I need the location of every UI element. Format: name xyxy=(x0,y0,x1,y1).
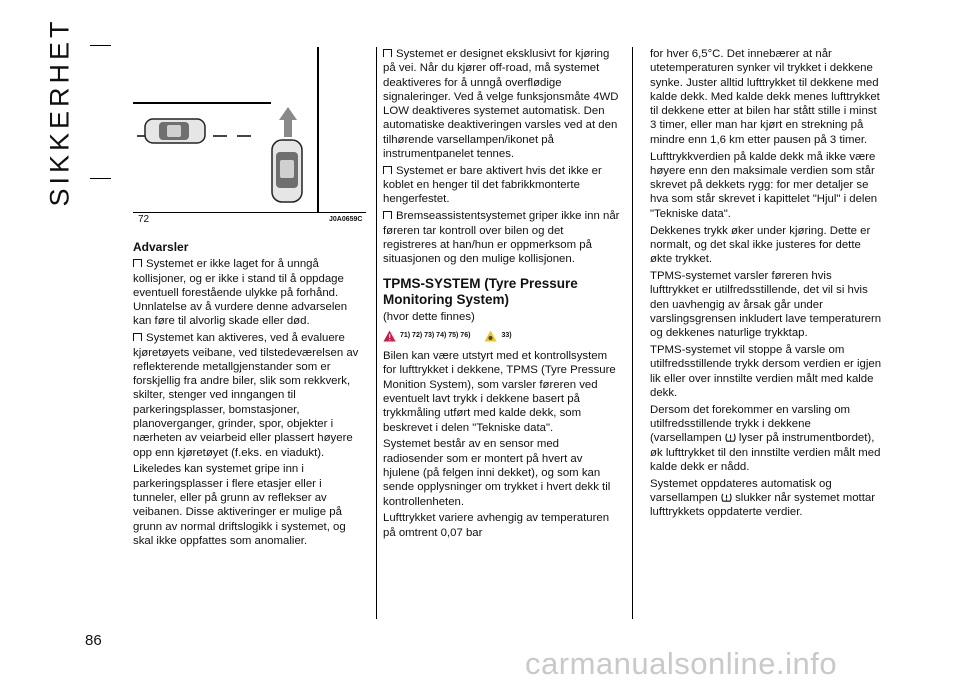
body-paragraph: Lufttrykket variere avhengig av temperaturen på omtrent 0,07 bar xyxy=(383,512,610,539)
body-paragraph: for hver 6,5°C. Det innebærer at når utetemperaturen synker vil trykket i dekkene synke. Juster alltid lufttrykket til dekkene med kalde dekk. Med kalde dekk menes lufttrykket til dekkene etter at bilen har stått stille i minst 3 timer, eller man har kjørt en strekning på mindre enn 1,6 km etter pausen på 3 timer. xyxy=(650,48,880,146)
body-paragraph: TPMS-systemet vil stoppe å varsle om utilfredsstillende trykk dersom verdien er igjen lik eller over innstilte verdien målt med kalde dekk. xyxy=(650,343,882,399)
page-number: 86 xyxy=(85,632,102,649)
warning-paragraph: Systemet er ikke laget for å unngå kollisjoner, og er ikke i stand til å oppdage eventuell forestående ulykke på forhånd. Unnlatelse av å vurdere denne advarselen kan føre til alvorlig skade eller død. xyxy=(133,258,348,328)
caret-icon xyxy=(133,333,142,341)
caret-icon xyxy=(383,211,392,219)
caution-references: 33) xyxy=(501,331,512,339)
column-divider xyxy=(632,47,633,619)
caret-icon xyxy=(383,166,392,174)
reference-icons-row xyxy=(383,329,620,343)
body-paragraph: Bremseassistentsystemet griper ikke inn når føreren tar kontroll over bilen og det registreres at han/hun er oppmerksom på situasjonen og den mulige kollisjonen. xyxy=(383,210,620,266)
parking-sensor-figure xyxy=(133,47,366,213)
body-paragraph: Systemet oppdateres automatisk og varsellampen slukker når systemet mottar lufttrykkets oppdaterte verdier. xyxy=(650,477,875,519)
tpms-heading: TPMS-SYSTEM (Tyre Pressure Monitoring System) xyxy=(383,276,578,308)
tire-pressure-icon xyxy=(725,432,736,443)
section-title: SIKKERHET xyxy=(44,17,75,207)
column-divider xyxy=(376,47,377,619)
body-paragraph: Systemet består av en sensor med radiosender som er montert på hvert av hjulene (på felgen inni dekket), og som kan sende opplysninger om trykket i hvert dekk til kontrollenheten. xyxy=(383,438,611,508)
section-rule-top xyxy=(90,45,111,46)
column-3 xyxy=(650,47,882,522)
body-paragraph: TPMS-systemet varsler føreren hvis lufttrykket er utilfredsstillende, det vil si hvis den uavhengig av årsak går under varslingsgrensen inkludert lave temperaturern og dekkenes naturlige trykktap. xyxy=(650,269,882,340)
body-paragraph: Dekkenes trykk øker under kjøring. Dette er normalt, og det skal ikke justeres for dette økte trykket. xyxy=(650,224,871,266)
body-paragraph: Systemet er designet eksklusivt for kjøring på vei. Når du kjører off-road, må systemet deaktiveres for å unngå overflødige signaleringer. Ved å velge funksjonsmåte 4WD LOW deaktiveres systemet automatisk. Den automatiske deaktiveringen varsles ved at den tilhørende varsellampen/ikonet på instrumentpanelet tennes. xyxy=(383,48,619,161)
moving-car xyxy=(272,140,302,202)
caret-icon xyxy=(383,49,392,57)
column-1 xyxy=(133,240,365,551)
watermark: carmanualsonline.info xyxy=(525,646,838,681)
body-paragraph: Systemet er bare aktivert hvis det ikke er koblet en henger til det fabrikkmonterte hengerfestet. xyxy=(383,164,602,206)
warning-paragraph: Likeledes kan systemet gripe inn i parkeringsplasser i flere etasjer eller i tunneler, eller på grunn av reflekser av veibanen. Disse aktiveringer er mulige på grunn av normal driftslogikk i systemet, og skal ikke oppfattes som anomalier. xyxy=(133,463,346,547)
figure-code: J0A0659C xyxy=(329,216,363,223)
body-paragraph: Dersom det forekommer en varsling om utilfredsstillende trykk i dekkene (varsellampen lyser på instrumentbordet), øk lufttrykket til den innstilte verdien målt med kalde dekk er nådd. xyxy=(650,403,881,473)
tire-pressure-icon xyxy=(721,492,732,503)
caret-icon xyxy=(133,259,142,267)
caution-triangle-icon xyxy=(484,330,497,342)
section-rule-bottom xyxy=(90,178,111,179)
car-illustration xyxy=(133,47,366,213)
warnings-heading: Advarsler xyxy=(133,240,189,254)
warning-triangle-icon xyxy=(383,330,396,342)
body-paragraph: Lufttrykkverdien på kalde dekk må ikke være høyere enn den maksimale verdien som står skrevet på dekkets rygg: for mer detaljer se hva som står skrevet i kapittelet "Hjul" i delen "Tekniske data". xyxy=(650,150,878,220)
warning-paragraph: Systemet kan aktiveres, ved å evaluere kjøretøyets veibane, ved tilstedeværelsen av reflekterende metallgjenstander som er forskjellig fra andre biler, slik som rekkverk, skilter, stenger ved inngangen til parkeringsplasser, bomstasjoner, planoverganger, grinder, spor, objekter i nærheten av veiarbeid eller plassert høyere opp enn kjøretøyet (f.eks. en viadukt). xyxy=(133,332,359,459)
body-paragraph: Bilen kan være utstyrt med et kontrollsystem for lufttrykket i dekkene, TPMS (Tyre Pressure Monition System), som varsler føreren ved eventuelt lavt trykk i dekkene basert på trykkmåling utført med kalde dekk, som beskrevet i delen "Tekniske data". xyxy=(383,350,616,434)
warning-references: 71) 72) 73) 74) 75) 76) xyxy=(400,331,471,339)
parked-car xyxy=(145,119,205,143)
figure-number: 72 xyxy=(138,214,150,225)
tpms-subheading: (hvor dette finnes) xyxy=(383,311,475,324)
direction-arrow-icon xyxy=(279,107,297,137)
column-2 xyxy=(383,47,620,542)
